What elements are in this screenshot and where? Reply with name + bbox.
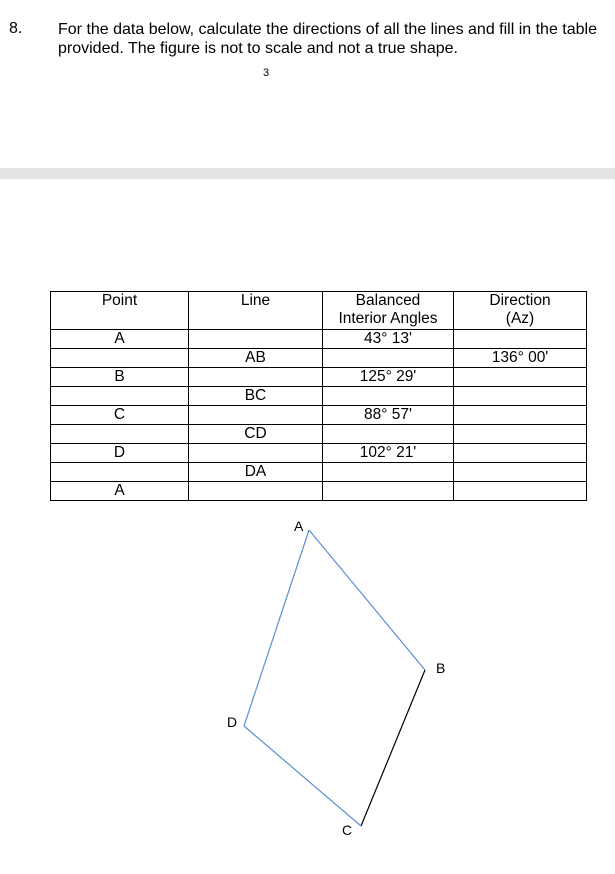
page-separator [0, 168, 615, 179]
cell-angle[interactable] [323, 349, 454, 368]
cell-direction[interactable] [454, 463, 587, 482]
cell-point[interactable]: D [51, 444, 189, 463]
cell-line[interactable] [189, 444, 323, 463]
vertex-label-c: C [342, 822, 353, 838]
cell-angle[interactable] [323, 463, 454, 482]
table-row [51, 425, 587, 444]
cell-direction[interactable] [454, 387, 587, 406]
cell-line[interactable] [189, 482, 323, 501]
header-angle-line1: Balanced [355, 292, 421, 309]
cell-direction[interactable] [454, 444, 587, 463]
question-number: 8. [9, 20, 23, 37]
cell-angle[interactable]: 125° 29' [323, 368, 454, 387]
table-row [51, 444, 587, 463]
header-interior-angles [323, 292, 454, 330]
page-number: 3 [263, 67, 270, 79]
cell-direction[interactable]: 136° 00' [454, 349, 587, 368]
table-row [51, 330, 587, 349]
directions-table [50, 291, 587, 501]
cell-direction[interactable] [454, 330, 587, 349]
table-header-row [51, 292, 587, 330]
edge-da [244, 530, 309, 726]
vertex-label-b: B [436, 660, 446, 676]
header-line: Line [189, 292, 323, 330]
cell-angle[interactable] [323, 387, 454, 406]
table-row [51, 463, 587, 482]
cell-direction[interactable] [454, 406, 587, 425]
cell-line[interactable]: DA [189, 463, 323, 482]
header-point: Point [51, 292, 189, 330]
cell-point[interactable] [51, 425, 189, 444]
edge-ab [309, 530, 425, 670]
question-text: For the data below, calculate the directions of all the lines and fill in the table provided. The figure is not to scale and not a true shape. [58, 21, 597, 57]
cell-line[interactable] [189, 406, 323, 425]
vertex-label-a: A [294, 518, 304, 534]
cell-direction[interactable] [454, 368, 587, 387]
header-angle-line2: Interior Angles [338, 310, 438, 327]
cell-angle[interactable] [323, 425, 454, 444]
cell-line[interactable]: AB [189, 349, 323, 368]
cell-point[interactable]: A [51, 330, 189, 349]
cell-angle[interactable]: 88° 57' [323, 406, 454, 425]
header-direction-line2: (Az) [505, 310, 535, 327]
cell-angle[interactable]: 102° 21' [323, 444, 454, 463]
cell-point[interactable]: B [51, 368, 189, 387]
traverse-figure [0, 500, 615, 874]
vertex-label-d: D [227, 714, 238, 730]
table-row [51, 368, 587, 387]
edge-bc [361, 670, 425, 826]
cell-angle[interactable] [323, 482, 454, 501]
cell-line[interactable] [189, 368, 323, 387]
cell-point[interactable]: A [51, 482, 189, 501]
cell-point[interactable] [51, 349, 189, 368]
edge-cd [244, 726, 361, 826]
table-row [51, 406, 587, 425]
cell-point[interactable] [51, 463, 189, 482]
cell-point[interactable] [51, 387, 189, 406]
cell-angle[interactable]: 43° 13' [323, 330, 454, 349]
cell-line[interactable] [189, 330, 323, 349]
cell-point[interactable]: C [51, 406, 189, 425]
table-row [51, 482, 587, 501]
header-direction [454, 292, 587, 330]
table-row [51, 387, 587, 406]
table-row [51, 349, 587, 368]
header-direction-line1: Direction [489, 292, 551, 309]
cell-line[interactable]: CD [189, 425, 323, 444]
cell-line[interactable]: BC [189, 387, 323, 406]
cell-direction[interactable] [454, 482, 587, 501]
cell-direction[interactable] [454, 425, 587, 444]
